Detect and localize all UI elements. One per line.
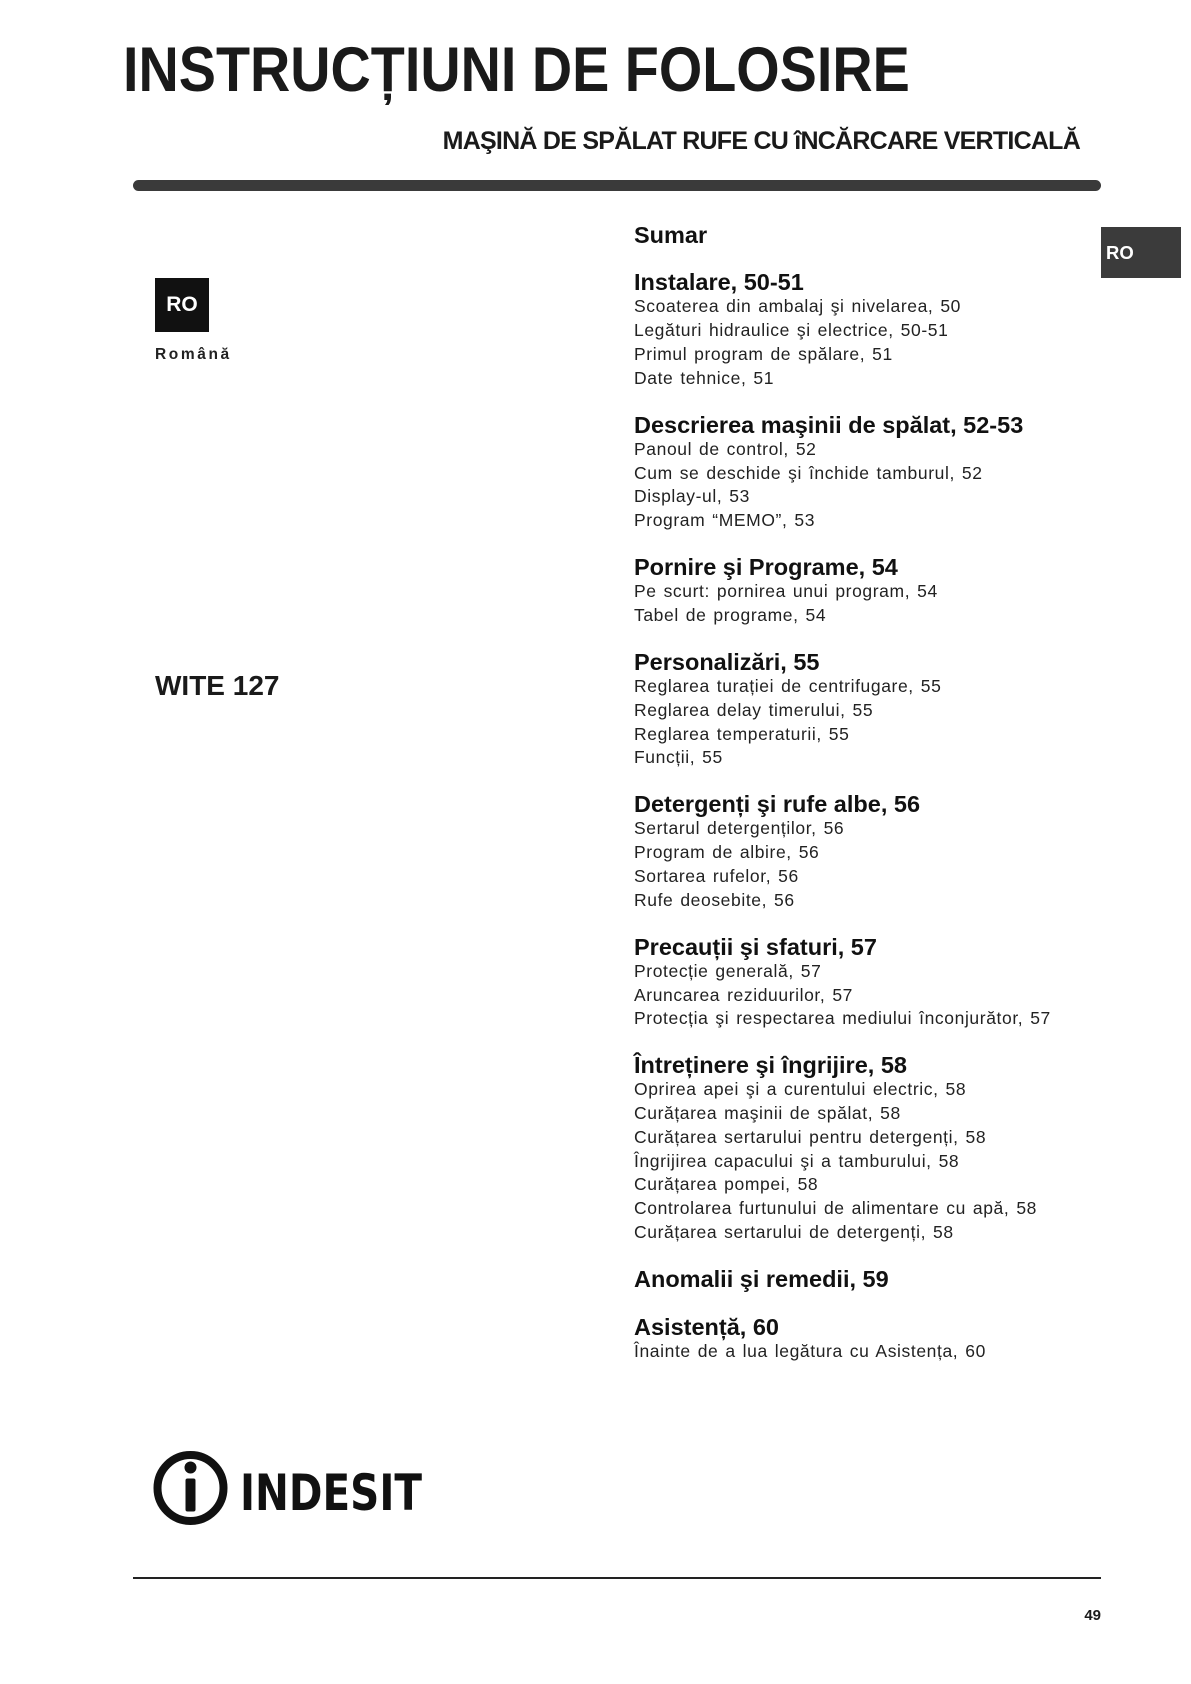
toc-item: Sortarea rufelor, 56 (634, 865, 799, 886)
toc-item: Curățarea sertarului pentru detergenți, 58 (634, 1126, 987, 1147)
toc-item: Panoul de control, 52 (634, 438, 817, 459)
toc-section-descrierea (634, 412, 1174, 533)
model-name: WITE 127 (155, 670, 280, 701)
toc-item: Curățarea maşinii de spălat, 58 (634, 1103, 901, 1124)
toc-item: Primul program de spălare, 51 (634, 343, 893, 364)
logo-wordmark: INDESIT (240, 1464, 422, 1522)
toc-item: Pe scurt: pornirea unui program, 54 (634, 581, 938, 602)
toc-heading: Întreținere şi îngrijire, 58 (634, 1052, 907, 1079)
toc-heading: Descrierea maşinii de spălat, 52-53 (634, 411, 1024, 438)
toc-item: Aruncarea reziduurilor, 57 (634, 984, 853, 1005)
toc-item: Display-ul, 53 (634, 486, 750, 507)
toc-item: Legături hidraulice şi electrice, 50-51 (634, 320, 949, 341)
toc-heading: Personalizări, 55 (634, 649, 820, 676)
toc-item: Reglarea delay timerului, 55 (634, 699, 874, 720)
toc-item: Curățarea sertarului de detergenți, 58 (634, 1221, 954, 1242)
toc-section-pornire (634, 554, 1174, 628)
header-divider-bar (133, 180, 1101, 191)
toc-item: Rufe deosebite, 56 (634, 889, 795, 910)
toc-item: Înainte de a lua legătura cu Asistența, 60 (634, 1340, 986, 1361)
toc-item: Protecție generală, 57 (634, 960, 822, 981)
toc-item: Scoaterea din ambalaj şi nivelarea, 50 (634, 296, 962, 317)
toc-heading: Instalare, 50-51 (634, 269, 804, 296)
toc-item: Reglarea temperaturii, 55 (634, 723, 850, 744)
toc-item: Reglarea turației de centrifugare, 55 (634, 676, 942, 697)
toc-section-personalizari (634, 649, 1174, 770)
indesit-circle-i-icon (158, 1455, 224, 1521)
toc-item: Sertarul detergenților, 56 (634, 818, 845, 839)
toc-item: Curățarea pompei, 58 (634, 1174, 819, 1195)
toc-heading: Anomalii şi remedii, 59 (634, 1266, 889, 1293)
indesit-logo (150, 1446, 430, 1530)
toc-heading: Detergenți şi rufe albe, 56 (634, 791, 921, 818)
toc-item: Date tehnice, 51 (634, 367, 775, 388)
toc-item: Tabel de programe, 54 (634, 604, 827, 625)
language-code: RO (166, 293, 198, 316)
toc-item: Program de albire, 56 (634, 842, 820, 863)
language-thumb-tab: RO (1101, 227, 1181, 278)
footer-divider (133, 1577, 1101, 1579)
toc-title: Sumar (634, 222, 708, 248)
toc-heading: Pornire şi Programe, 54 (634, 554, 898, 581)
toc-item: Controlarea furtunului de alimentare cu apă, 58 (634, 1198, 1037, 1219)
toc-heading: Precauții şi sfaturi, 57 (634, 933, 877, 960)
page-title: INSTRUCȚIUNI DE FOLOSIRE (123, 35, 910, 105)
toc-section-anomalii (634, 1266, 1174, 1292)
toc-heading: Asistență, 60 (634, 1313, 779, 1340)
toc-item: Oprirea apei şi a curentului electric, 58 (634, 1079, 967, 1100)
toc-item: Funcții, 55 (634, 747, 723, 768)
toc-section-detergenti (634, 791, 1174, 912)
page-subtitle: MAŞINĂ DE SPĂLAT RUFE CU îNCĂRCARE VERTICALĂ (442, 127, 1080, 155)
toc-section-instalare (634, 269, 1174, 390)
language-badge (155, 278, 209, 332)
toc-section-precautii (634, 934, 1174, 1031)
language-name: Română (155, 346, 232, 363)
toc-item: Îngrijirea capacului şi a tamburului, 58 (634, 1150, 960, 1171)
toc-item: Protecția şi respectarea mediului înconjurător, 57 (634, 1008, 1051, 1029)
table-of-contents (634, 222, 1174, 1385)
toc-item: Program “MEMO”, 53 (634, 510, 816, 531)
page-number: 49 (1084, 1607, 1101, 1624)
toc-section-intretinere (634, 1052, 1174, 1244)
toc-item: Cum se deschide şi închide tamburul, 52 (634, 462, 983, 483)
toc-section-asistenta (634, 1314, 1174, 1364)
